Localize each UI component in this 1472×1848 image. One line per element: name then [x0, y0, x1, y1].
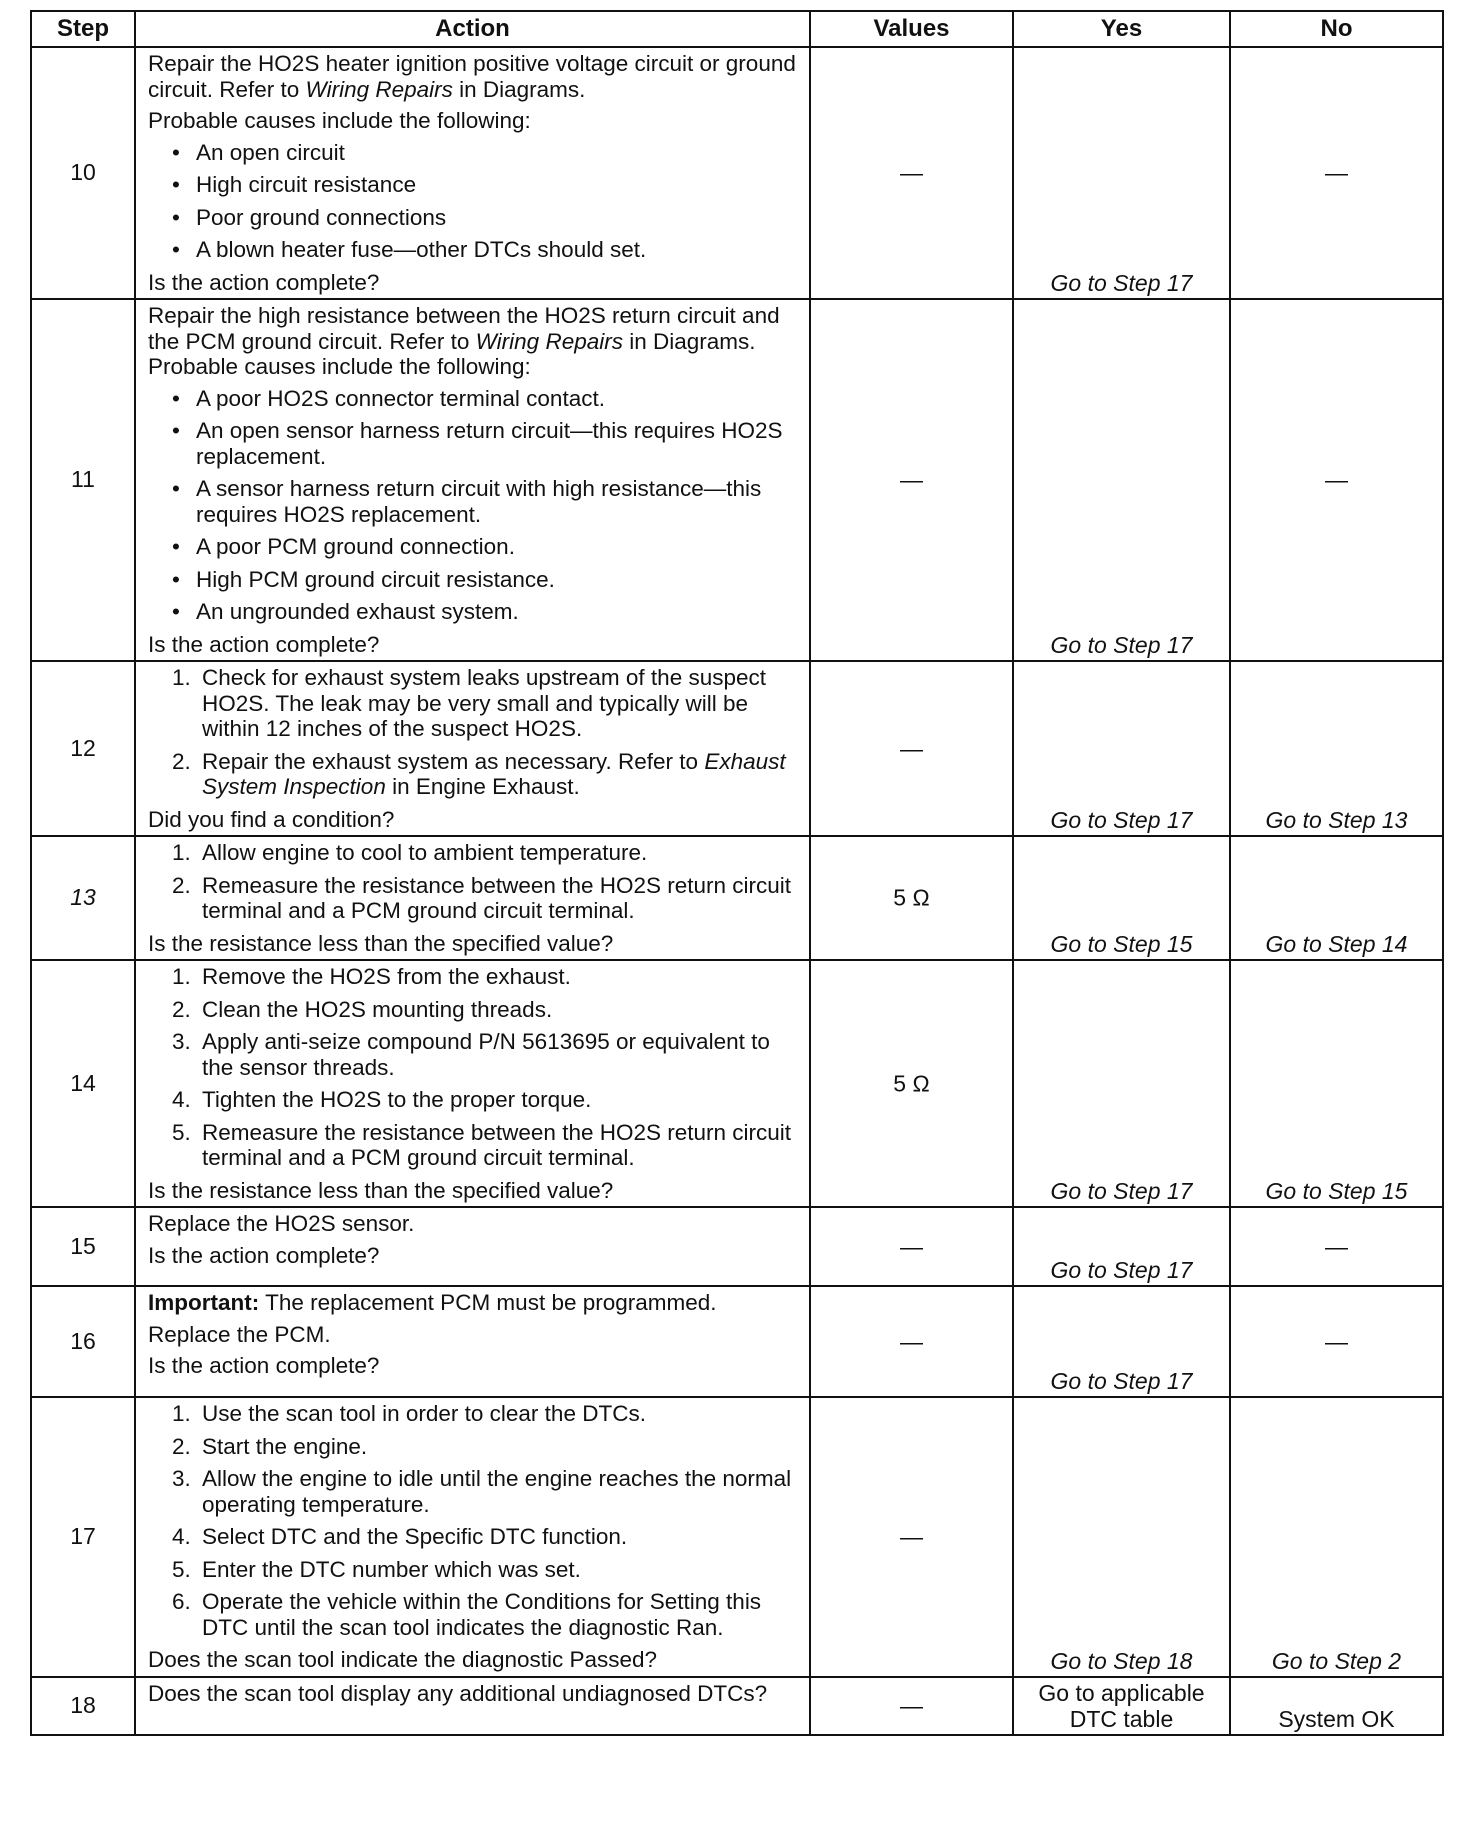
yes-cell: Go to Step 17 [1013, 1207, 1230, 1286]
table-row-step-13 [31, 836, 1443, 960]
list-item: • High circuit resistance [172, 172, 417, 197]
step-number: 15 [31, 1207, 135, 1286]
list-item: 3. Apply anti-seize compound P/N 5613695 or equivalent to the sensor threads. [172, 1029, 770, 1080]
no-cell: — [1230, 299, 1443, 661]
header-yes: Yes [1013, 11, 1230, 47]
action-cell [135, 1286, 810, 1397]
values-cell: — [810, 661, 1013, 836]
list-item: 4. Select DTC and the Specific DTC function. [172, 1524, 628, 1549]
action-question: Is the resistance less than the specified value? [148, 930, 614, 956]
table-row-step-15 [31, 1207, 1443, 1286]
action-text: Repair the HO2S heater ignition positive voltage circuit or ground circuit. Refer to Wiring Repairs in Diagrams. [148, 51, 796, 102]
table-row-step-11 [31, 299, 1443, 661]
values-cell [810, 960, 1013, 1207]
resistance-value: 5 Ω [893, 884, 930, 911]
no-cell: — [1230, 1207, 1443, 1286]
list-item: 2. Remeasure the resistance between the HO2S return circuit terminal and a PCM ground circuit terminal. [172, 872, 792, 923]
step-number: 14 [31, 960, 135, 1207]
action-question: Is the action complete? [148, 631, 380, 657]
header-step: Step [31, 11, 135, 47]
list-item: 3. Allow the engine to idle until the engine reaches the normal operating temperature. [172, 1466, 792, 1517]
list-item: 1. Check for exhaust system leaks upstream of the suspect HO2S. The leak may be very small and typically will be within 12 inches of the suspect HO2S. [172, 665, 767, 741]
list-item: • A sensor harness return circuit with high resistance—this requires HO2S replacement. [172, 476, 762, 527]
action-cell [135, 960, 810, 1207]
values-cell: — [810, 1397, 1013, 1677]
list-item: 1. Remove the HO2S from the exhaust. [172, 964, 571, 989]
action-cell [135, 1677, 810, 1735]
diagnostic-table-page [30, 10, 1442, 1736]
cause-list [148, 386, 799, 625]
list-item: 2. Start the engine. [172, 1433, 368, 1459]
no-cell: Go to Step 15 [1230, 960, 1443, 1207]
step-number: 17 [31, 1397, 135, 1677]
action-cell [135, 47, 810, 299]
cause-list [148, 140, 799, 263]
action-intro: Probable causes include the following: [148, 108, 531, 133]
values-cell: — [810, 1677, 1013, 1735]
step-number: 13 [31, 836, 135, 960]
no-cell: Go to Step 14 [1230, 836, 1443, 960]
action-question: Does the scan tool display any additional undiagnosed DTCs? [148, 1680, 768, 1706]
list-item: • A blown heater fuse—other DTCs should set. [172, 237, 647, 262]
table-row-step-17 [31, 1397, 1443, 1677]
step-number: 16 [31, 1286, 135, 1397]
step-number: 12 [31, 661, 135, 836]
table-row-step-12 [31, 661, 1443, 836]
action-cell [135, 1207, 810, 1286]
no-cell: System OK [1230, 1677, 1443, 1735]
action-cell [135, 836, 810, 960]
header-values: Values [810, 11, 1013, 47]
action-question: Does the scan tool indicate the diagnostic Passed? [148, 1647, 658, 1672]
table-row-step-16 [31, 1286, 1443, 1397]
yes-cell: Go to Step 17 [1013, 1286, 1230, 1397]
important-note: Important: The replacement PCM must be programmed. [148, 1290, 717, 1315]
table-row-step-10 [31, 47, 1443, 299]
yes-cell: Go to Step 17 [1013, 661, 1230, 836]
list-item: 6. Operate the vehicle within the Conditions for Setting this DTC until the scan tool indicates the diagnostic Ran. [172, 1589, 762, 1640]
values-cell: — [810, 1286, 1013, 1397]
procedure-list [148, 964, 799, 1171]
no-cell: Go to Step 13 [1230, 661, 1443, 836]
action-question: Is the action complete? [148, 1242, 380, 1268]
list-item: 1. Use the scan tool in order to clear the DTCs. [172, 1401, 646, 1426]
list-item: • Poor ground connections [172, 204, 447, 230]
action-question: Is the action complete? [148, 269, 380, 295]
action-cell [135, 299, 810, 661]
list-item: • A poor HO2S connector terminal contact. [172, 385, 605, 411]
action-text: Replace the PCM. [148, 1321, 331, 1347]
yes-cell: Go to Step 17 [1013, 960, 1230, 1207]
yes-cell: Go to Step 18 [1013, 1397, 1230, 1677]
list-item: • High PCM ground circuit resistance. [172, 566, 555, 592]
header-no: No [1230, 11, 1443, 47]
procedure-list [148, 665, 799, 800]
no-cell: — [1230, 1286, 1443, 1397]
step-number: 11 [31, 299, 135, 661]
procedure-list [148, 840, 799, 924]
action-text: Replace the HO2S sensor. [148, 1211, 415, 1236]
action-question: Is the resistance less than the specified value? [148, 1177, 614, 1203]
list-item: 2. Repair the exhaust system as necessary. Refer to Exhaust System Inspection in Engine Exhaust. [172, 748, 786, 799]
list-item: • An open sensor harness return circuit—this requires HO2S replacement. [172, 418, 783, 469]
action-cell [135, 661, 810, 836]
list-item: 5. Remeasure the resistance between the HO2S return circuit terminal and a PCM ground circuit terminal. [172, 1119, 792, 1170]
action-text: Repair the high resistance between the HO2S return circuit and the PCM ground circuit. Refer to Wiring Repairs in Diagrams. Probable causes include the following: [148, 303, 780, 379]
list-item: 4. Tighten the HO2S to the proper torque. [172, 1087, 592, 1112]
yes-cell: Go to Step 17 [1013, 299, 1230, 661]
values-cell: — [810, 299, 1013, 661]
values-cell: — [810, 1207, 1013, 1286]
procedure-list [148, 1401, 799, 1640]
yes-cell: Go to Step 15 [1013, 836, 1230, 960]
action-question: Did you find a condition? [148, 806, 395, 832]
list-item: 2. Clean the HO2S mounting threads. [172, 996, 553, 1022]
yes-cell: Go to applicable DTC table [1013, 1677, 1230, 1735]
action-question: Is the action complete? [148, 1353, 380, 1378]
no-cell: Go to Step 2 [1230, 1397, 1443, 1677]
resistance-value: 5 Ω [893, 1069, 930, 1096]
list-item: 5. Enter the DTC number which was set. [172, 1556, 581, 1582]
yes-cell: Go to Step 17 [1013, 47, 1230, 299]
list-item: 1. Allow engine to cool to ambient temperature. [172, 840, 648, 865]
diagnostic-table [30, 10, 1444, 1736]
values-cell: — [810, 47, 1013, 299]
step-number: 10 [31, 47, 135, 299]
list-item: • An ungrounded exhaust system. [172, 599, 519, 624]
list-item: • An open circuit [172, 139, 345, 165]
action-cell [135, 1397, 810, 1677]
step-number: 18 [31, 1677, 135, 1735]
table-row-step-18 [31, 1677, 1443, 1735]
table-row-step-14 [31, 960, 1443, 1207]
values-cell [810, 836, 1013, 960]
list-item: • A poor PCM ground connection. [172, 534, 515, 559]
no-cell: — [1230, 47, 1443, 299]
header-action: Action [135, 11, 810, 47]
header-row [31, 11, 1443, 47]
